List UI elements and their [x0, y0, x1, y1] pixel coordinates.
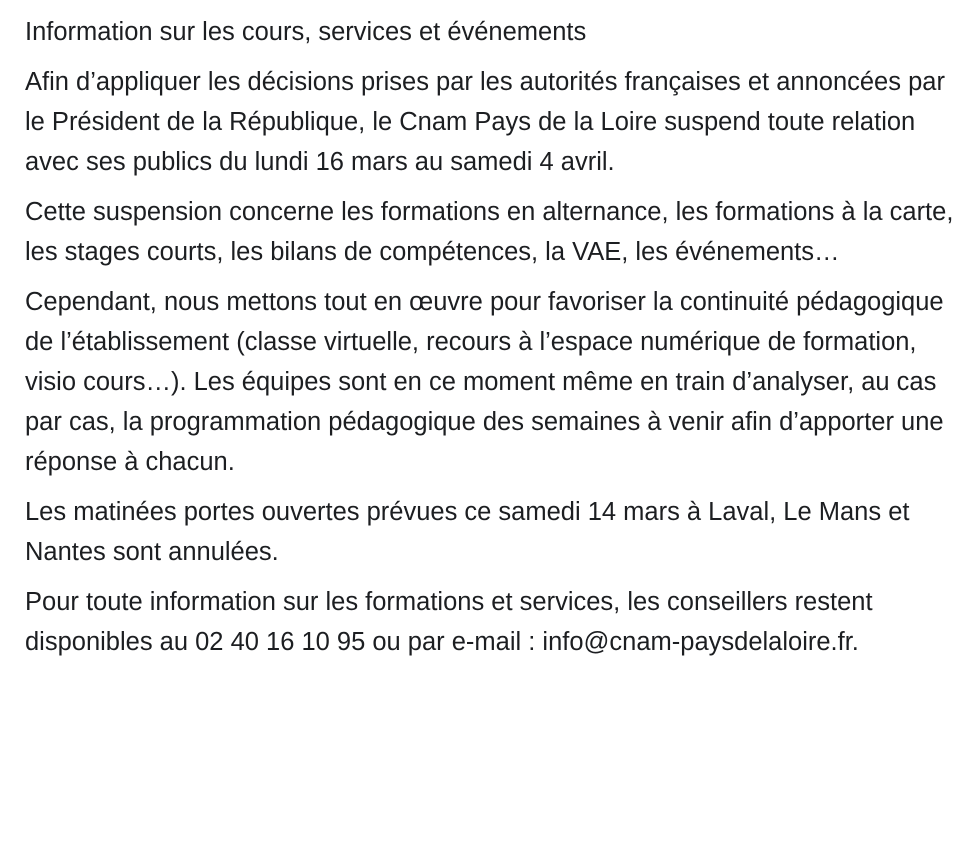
paragraph-pedagogical-continuity: Cependant, nous mettons tout en œuvre pour favoriser la continuité pédagogique de l’établissement (classe virtuelle, recours à l’espace numérique de formation, visio cours…). Les équipes sont en ce moment même en train d’analyser, au cas par cas, la programmation pédagogique des semaines à venir afin d’apporter une réponse à chacun.: [25, 288, 944, 476]
paragraph-suspension-dates: Afin d’appliquer les décisions prises par les autorités françaises et annoncées par le Président de la République, le Cnam Pays de la Loire suspend toute relation avec ses publics du lundi 16 mars au samedi 4 avril.: [25, 68, 945, 176]
paragraph-suspension-scope: Cette suspension concerne les formations en alternance, les formations à la carte, les stages courts, les bilans de compétences, la VAE, les événements…: [25, 198, 954, 266]
paragraph-open-days-cancelled: Les matinées portes ouvertes prévues ce samedi 14 mars à Laval, Le Mans et Nantes sont annulées.: [25, 498, 910, 566]
post-body: [25, 12, 965, 672]
paragraph-contact-info: Pour toute information sur les formations et services, les conseillers restent disponibles au 02 40 16 10 95 ou par e-mail : info@cnam-paysdelaloire.fr.: [25, 588, 873, 656]
post-heading: Information sur les cours, services et événements: [25, 18, 587, 46]
